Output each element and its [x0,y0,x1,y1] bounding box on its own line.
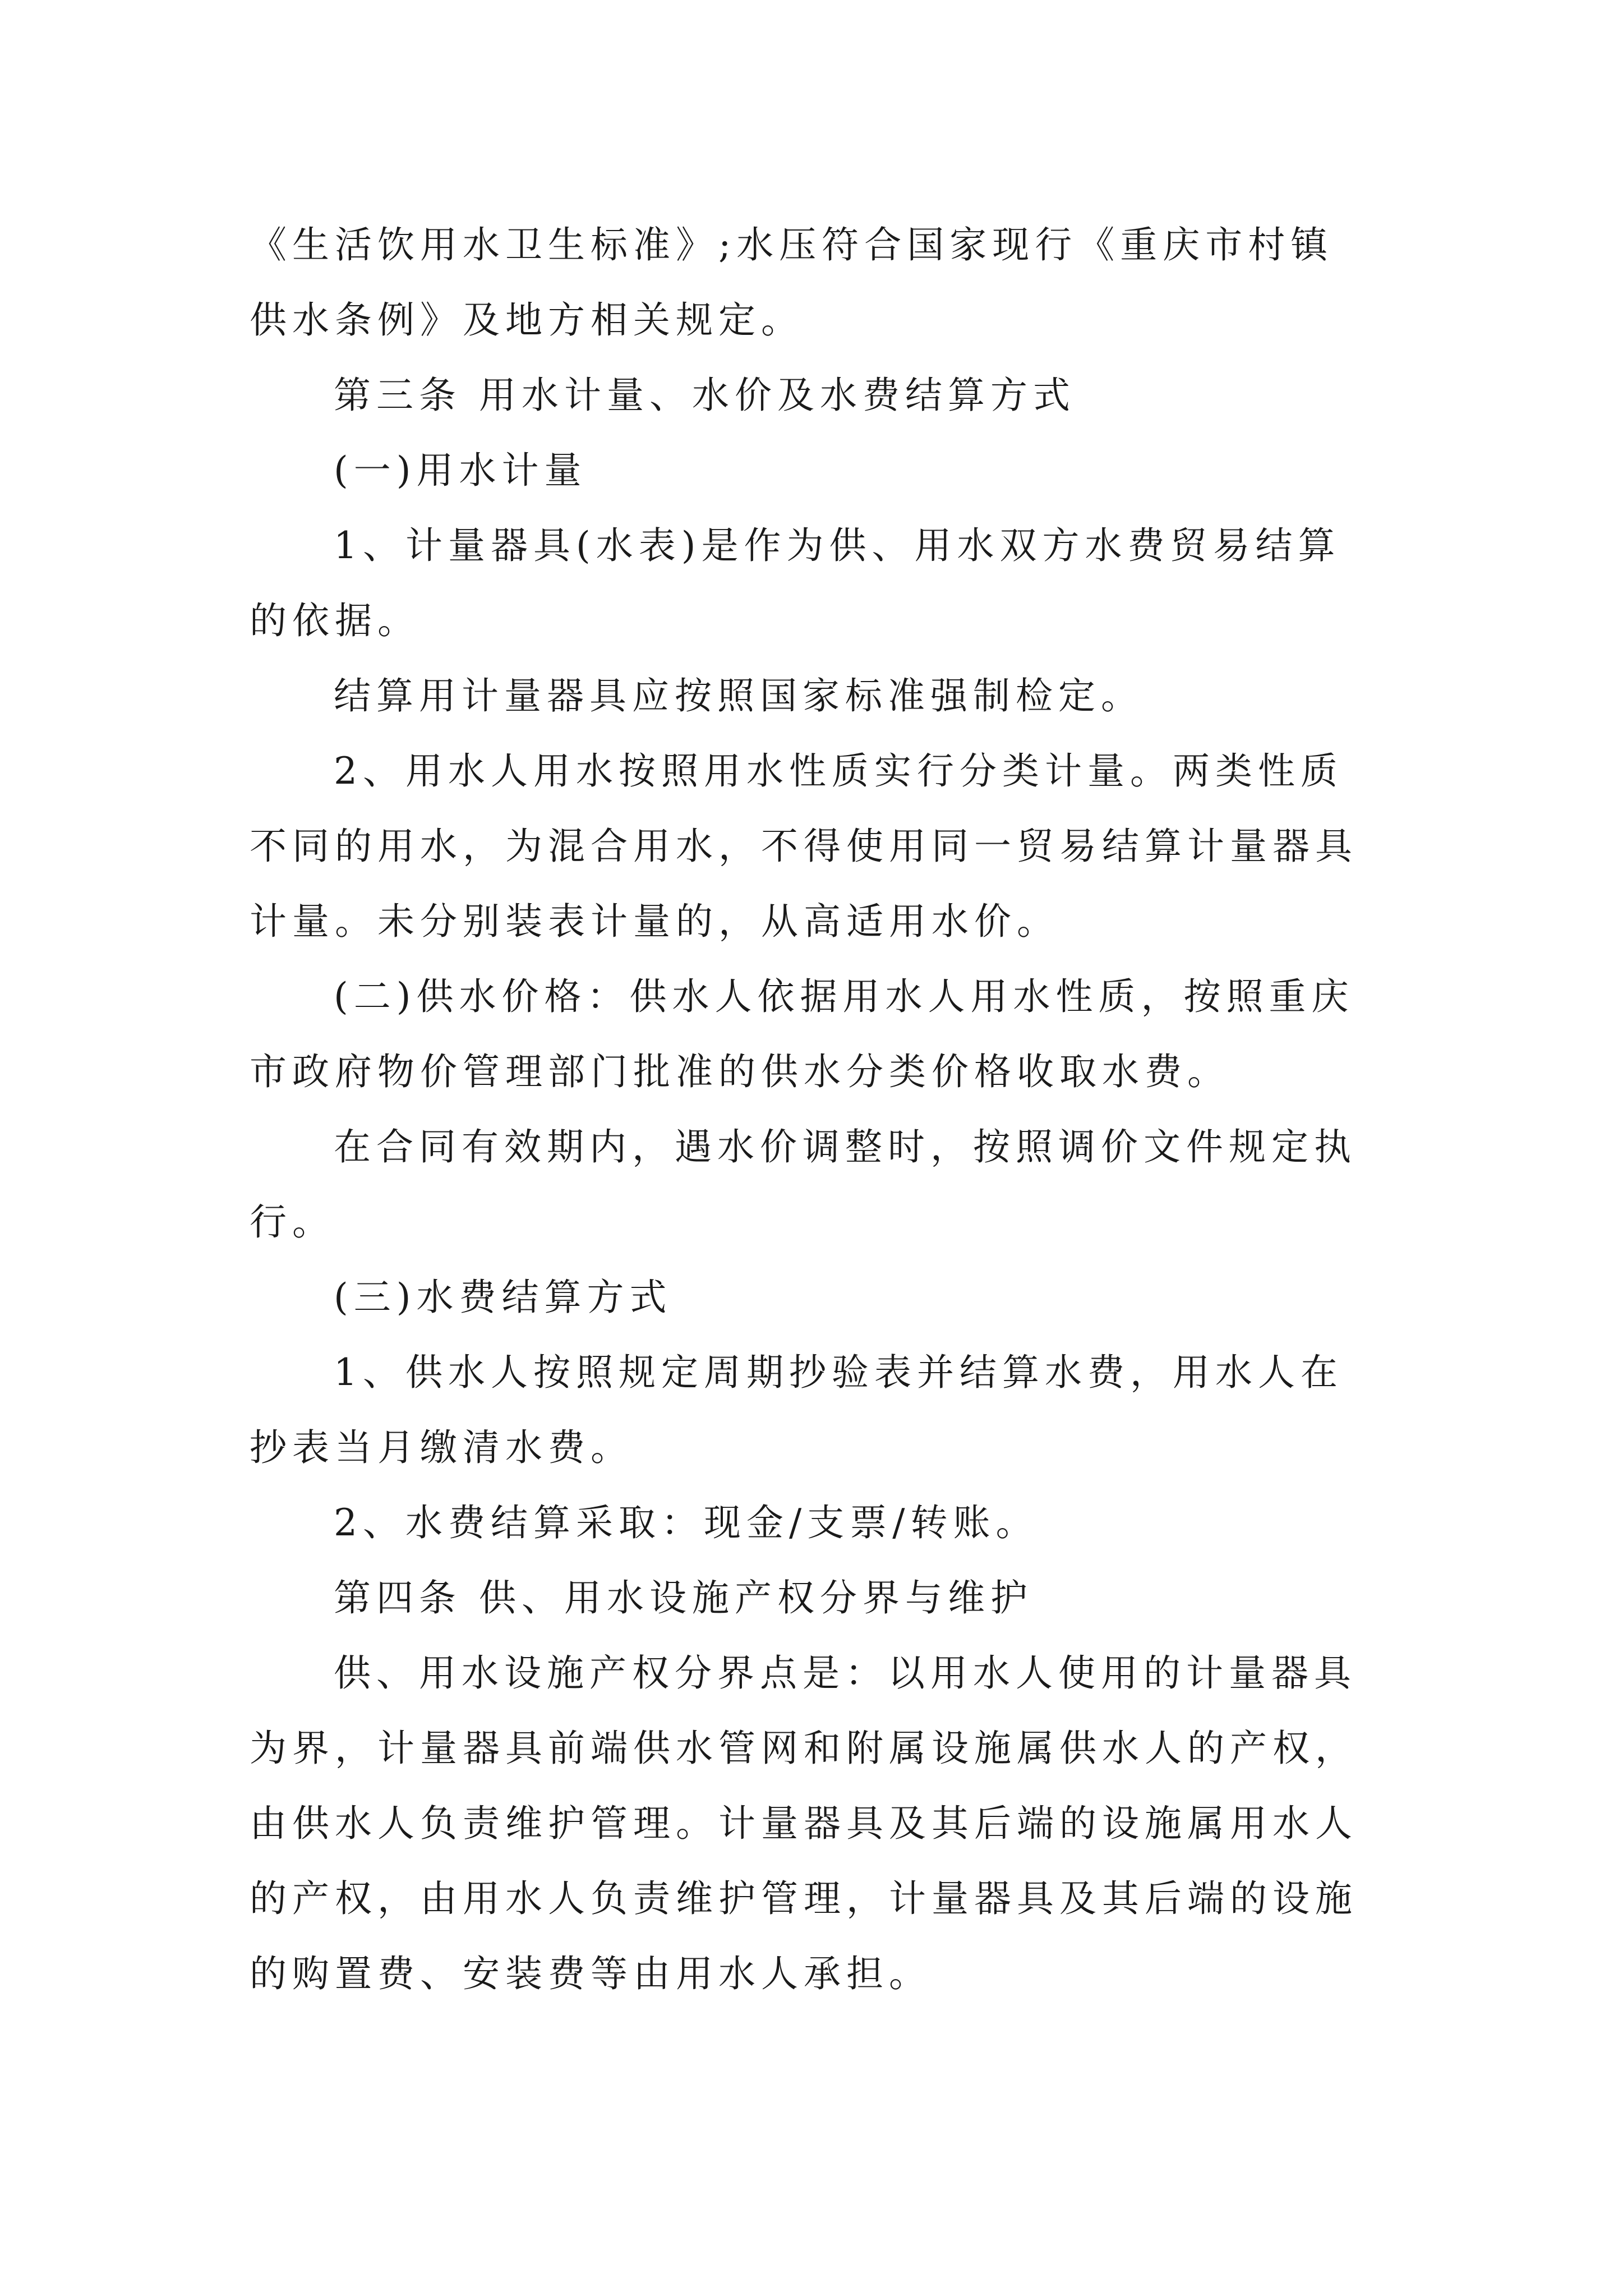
section-heading: (三)水费结算方式 [334,1276,672,1319]
text-line: 《生活饮用水卫生标准》;水压符合国家现行《重庆市村镇 [250,223,1334,266]
text-line: 供、用水设施产权分界点是：以用水人使用的计量器具 [334,1651,1357,1695]
text-line: 为界，计量器具前端供水管网和附属设施属供水人的产权， [250,1727,1358,1770]
text-line: 1、供水人按照规定周期抄验表并结算水费，用水人在 [334,1351,1343,1394]
text-line: 在合同有效期内，遇水价调整时，按照调价文件规定执 [334,1125,1357,1168]
document-body [250,208,1382,2012]
text-line: 市政府物价管理部门批准的供水分类价格收取水费。 [250,1050,1230,1093]
section-heading: (一)用水计量 [334,449,587,492]
text-line: 1、计量器具(水表)是作为供、用水双方水费贸易结算 [334,524,1341,567]
text-line: 计量。未分别装表计量的，从高适用水价。 [250,900,1059,943]
article-heading: 第四条 供、用水设施产权分界与维护 [334,1576,1033,1619]
section-heading: (二)供水价格：供水人依据用水人用水性质，按照重庆 [334,975,1354,1018]
text-line: 2、水费结算采取：现金/支票/转账。 [334,1501,1039,1544]
text-line: 的购置费、安装费等由用水人承担。 [250,1952,932,1995]
text-line: 2、用水人用水按照用水性质实行分类计量。两类性质 [334,749,1343,793]
text-line: 供水条例》及地方相关规定。 [250,298,804,342]
text-line: 的产权，由用水人负责维护管理，计量器具及其后端的设施 [250,1877,1358,1920]
text-line: 行。 [250,1200,335,1244]
article-heading: 第三条 用水计量、水价及水费结算方式 [334,374,1076,417]
text-line: 抄表当月缴清水费。 [250,1426,633,1469]
text-line: 由供水人负责维护管理。计量器具及其后端的设施属用水人 [250,1802,1358,1845]
text-line: 的依据。 [250,599,420,642]
text-line: 结算用计量器具应按照国家标准强制检定。 [334,674,1144,717]
text-line: 不同的用水，为混合用水，不得使用同一贸易结算计量器具 [250,825,1358,868]
